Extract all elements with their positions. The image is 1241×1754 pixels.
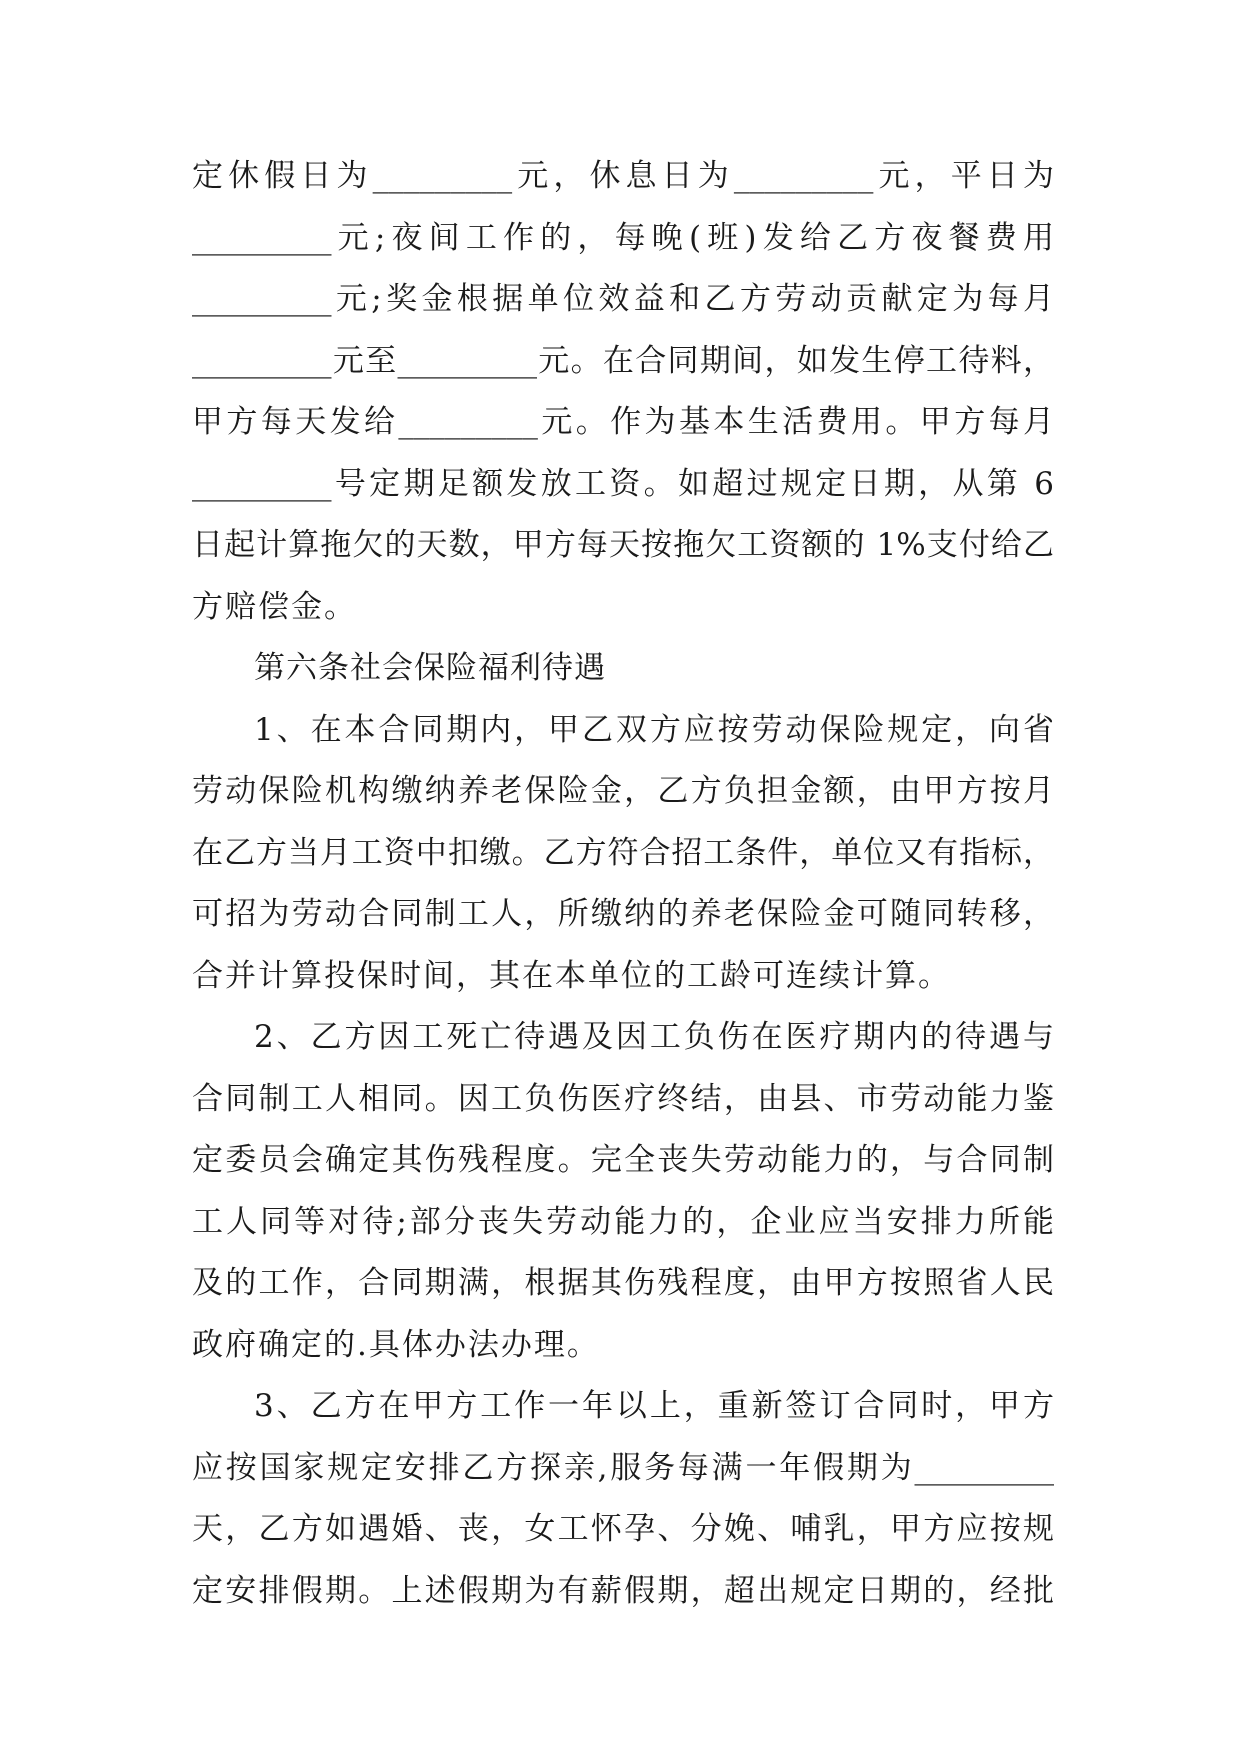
text-line: 定安排假期。上述假期为有薪假期，超出规定日期的，经批	[192, 1572, 1054, 1609]
wage-paragraph	[192, 146, 1054, 638]
text-line: 工人同等对待;部分丧失劳动能力的，企业应当安排力所能	[192, 1203, 1054, 1240]
text-line: 应按国家规定安排乙方探亲,服务每满一年假期为_________	[192, 1449, 1054, 1486]
text-line: 合并计算投保时间，其在本单位的工龄可连续计算。	[192, 957, 951, 994]
text-line: _________号定期足额发放工资。如超过规定日期，从第 6	[192, 465, 1054, 502]
text-line: _________元至_________元。在合同期间，如发生停工待料，	[192, 342, 1054, 379]
text-line: _________元;夜间工作的，每晚(班)发给乙方夜餐费用	[192, 219, 1054, 256]
clause-1-paragraph	[192, 700, 1054, 1008]
text-line: 在乙方当月工资中扣缴。乙方符合招工条件，单位又有指标，	[192, 834, 1054, 871]
text-line: 定休假日为_________元，休息日为_________元，平日为	[192, 158, 1054, 194]
text-line: _________元;奖金根据单位效益和乙方劳动贡献定为每月	[192, 281, 1054, 317]
document-page	[192, 146, 1054, 1622]
text-line: 2、乙方因工死亡待遇及因工负伤在医疗期内的待遇与	[254, 1019, 1054, 1055]
text-line: 甲方每天发给_________元。作为基本生活费用。甲方每月	[192, 404, 1054, 440]
text-line: 定委员会确定其伤残程度。完全丧失劳动能力的，与合同制	[192, 1142, 1054, 1178]
text-line: 1、在本合同期内，甲乙双方应按劳动保险规定，向省	[254, 711, 1054, 748]
text-line: 合同制工人相同。因工负伤医疗终结，由县、市劳动能力鉴	[192, 1080, 1054, 1117]
section-heading: 第六条社会保险福利待遇	[254, 650, 606, 686]
text-line: 3、乙方在甲方工作一年以上，重新签订合同时，甲方	[254, 1388, 1054, 1424]
text-line: 劳动保险机构缴纳养老保险金，乙方负担金额，由甲方按月	[192, 773, 1054, 809]
text-line: 可招为劳动合同制工人，所缴纳的养老保险金可随同转移，	[192, 896, 1054, 932]
text-line: 天，乙方如遇婚、丧，女工怀孕、分娩、哺乳，甲方应按规	[192, 1511, 1054, 1547]
clause-2-paragraph	[192, 1007, 1054, 1376]
text-line: 政府确定的.具体办法办理。	[192, 1326, 600, 1363]
text-line: 日起计算拖欠的天数，甲方每天按拖欠工资额的 1%支付给乙	[192, 527, 1054, 563]
clause-3-paragraph	[192, 1376, 1054, 1622]
text-line: 方赔偿金。	[192, 588, 357, 625]
text-line: 及的工作，合同期满，根据其伤残程度，由甲方按照省人民	[192, 1265, 1054, 1301]
